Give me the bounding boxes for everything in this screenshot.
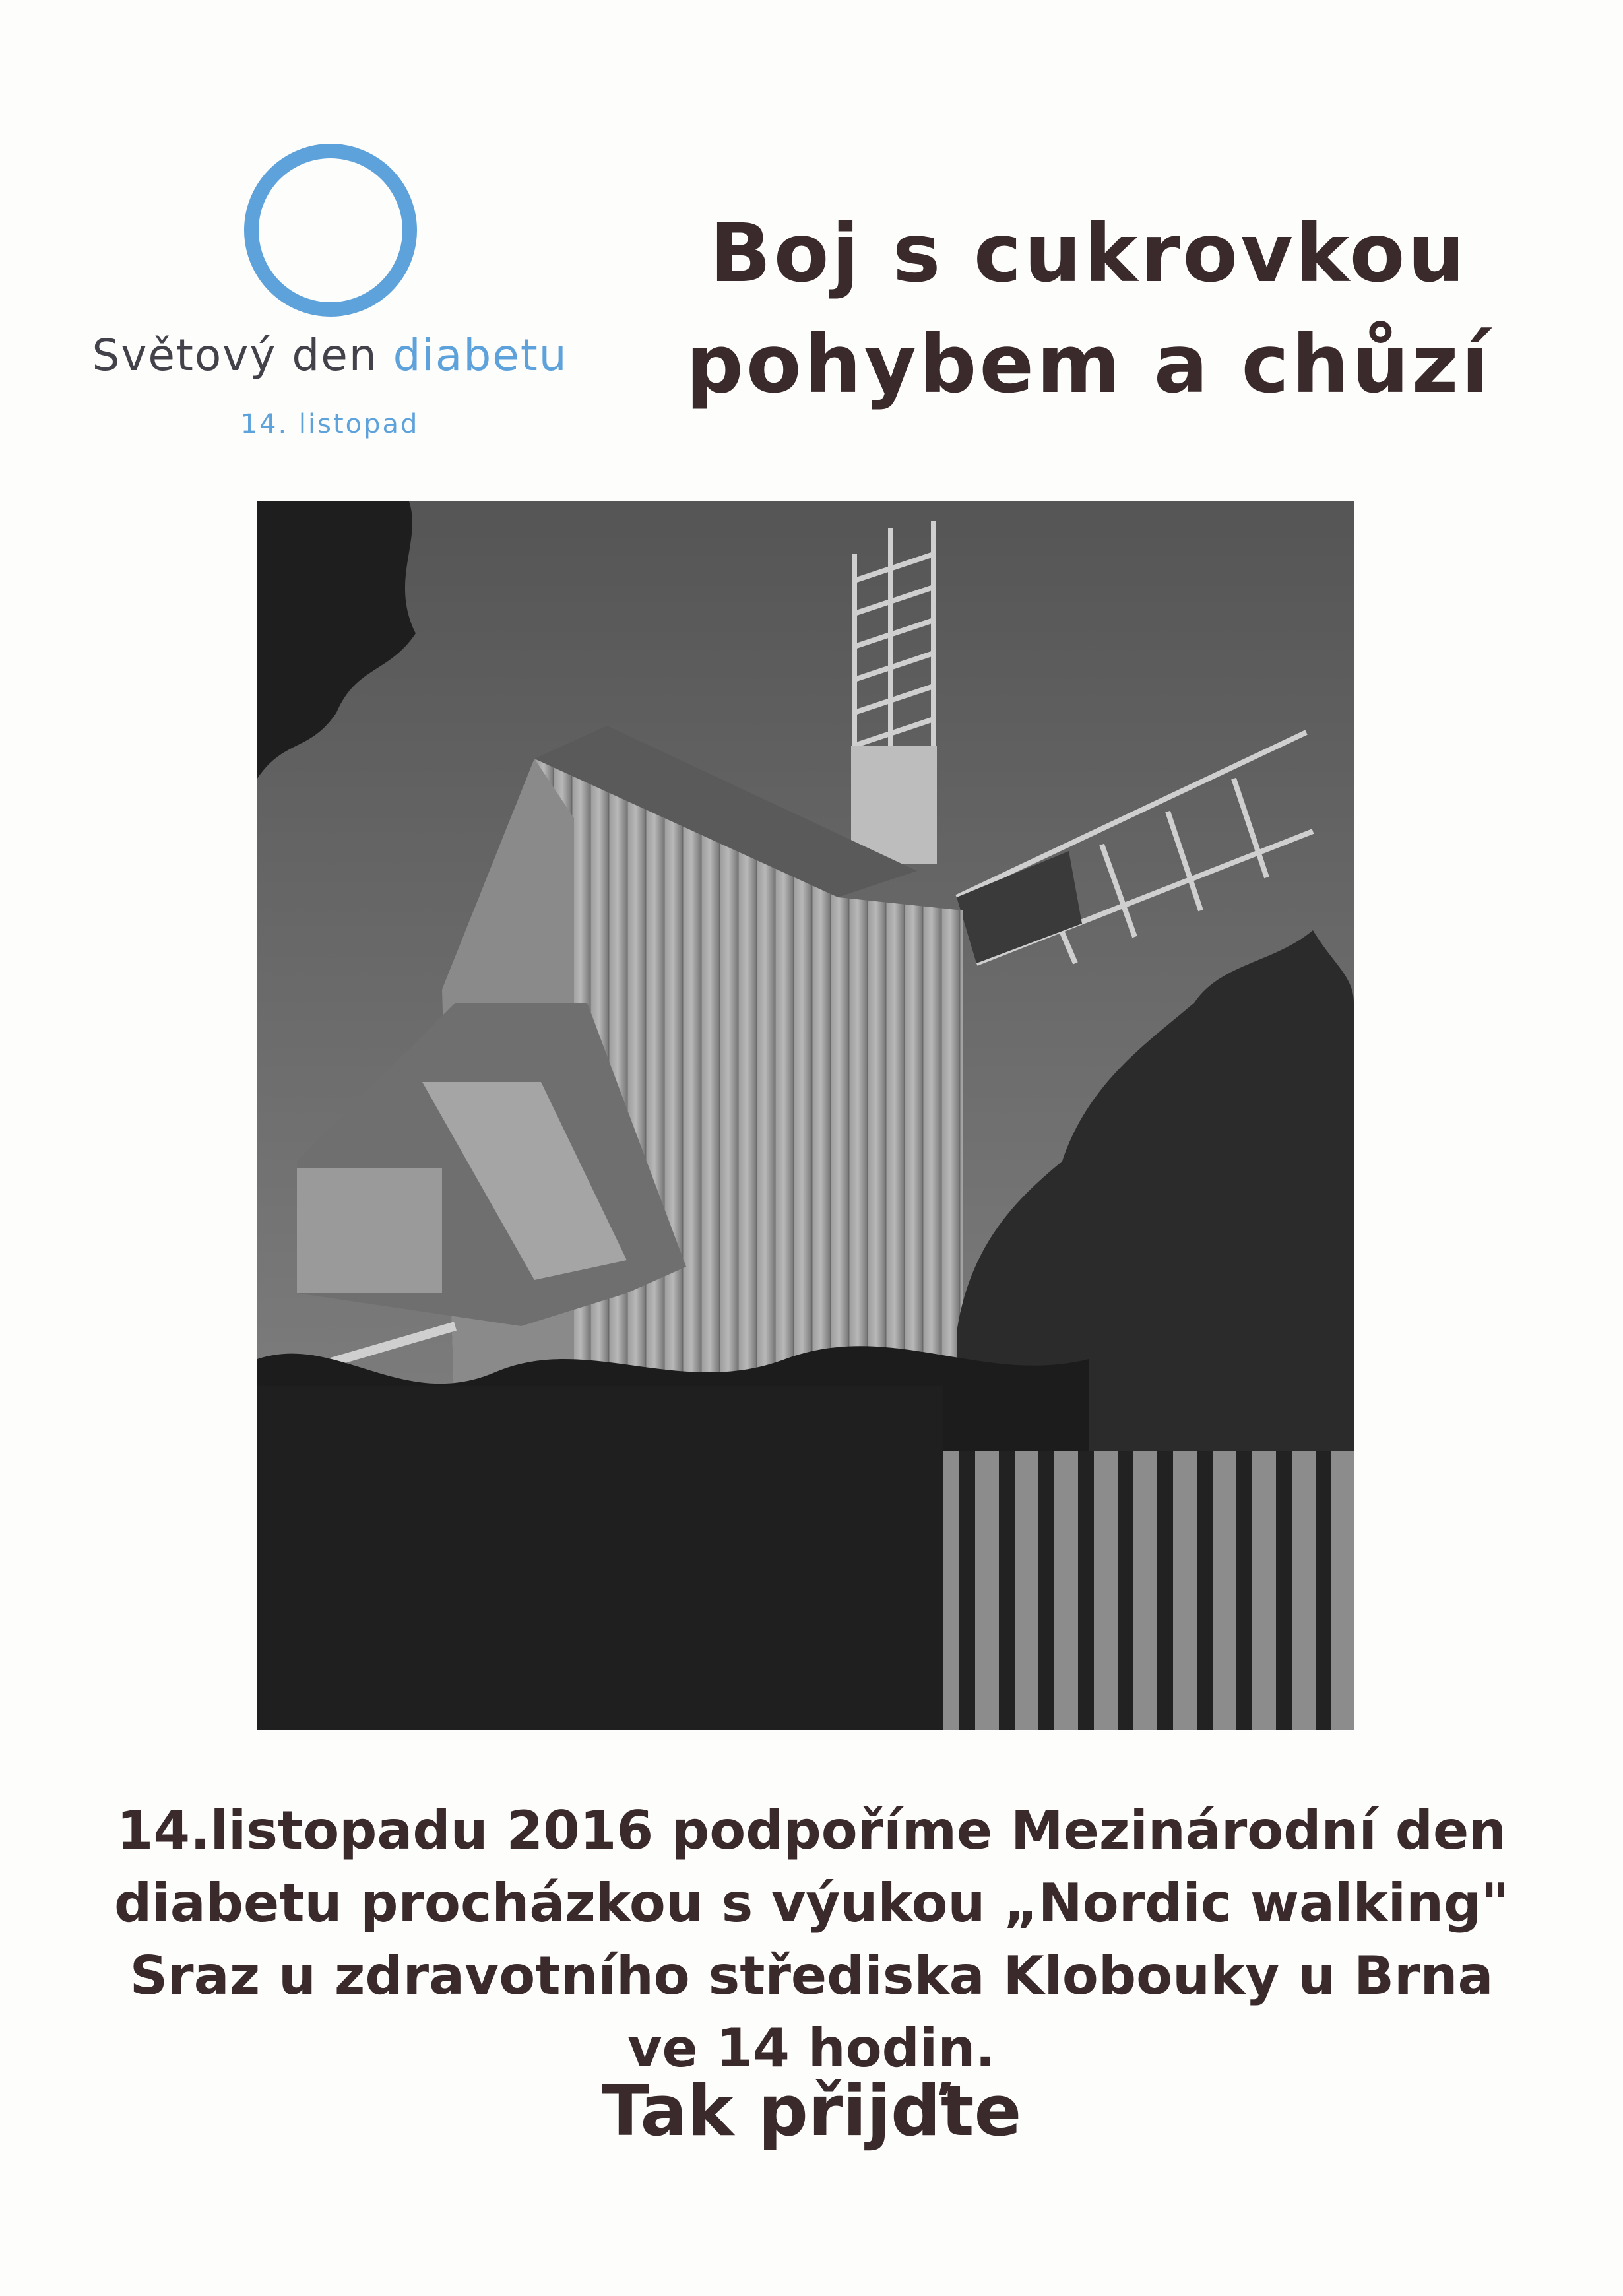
title-line-2: pohybem a chůzí: [685, 317, 1492, 411]
announcement-line-4: ve 14 hodin.: [627, 2018, 996, 2079]
windmill-photo-icon: [257, 501, 1354, 1730]
announcement-line-3: Sraz u zdravotního střediska Klobouky u Brna: [129, 1945, 1494, 2006]
logo-date: 14. listopad: [240, 409, 420, 439]
page-title: [660, 198, 1517, 420]
closing-text: Tak přijďte: [601, 2070, 1022, 2152]
announcement-line-1: 14.listopadu 2016 podpoříme Mezinárodní den: [116, 1800, 1507, 1861]
logo-name-blue: diabetu: [393, 330, 568, 381]
title-line-1: Boj s cukrovkou: [709, 207, 1468, 300]
logo-ring-icon: [244, 144, 417, 317]
announcement-text: [40, 1795, 1583, 2085]
logo-name-dark: Světový den: [92, 330, 378, 381]
windmill-photo: [257, 501, 1354, 1730]
logo-text: [0, 330, 660, 381]
announcement-line-2: diabetu procházkou s výukou „Nordic walking": [114, 1872, 1509, 1934]
